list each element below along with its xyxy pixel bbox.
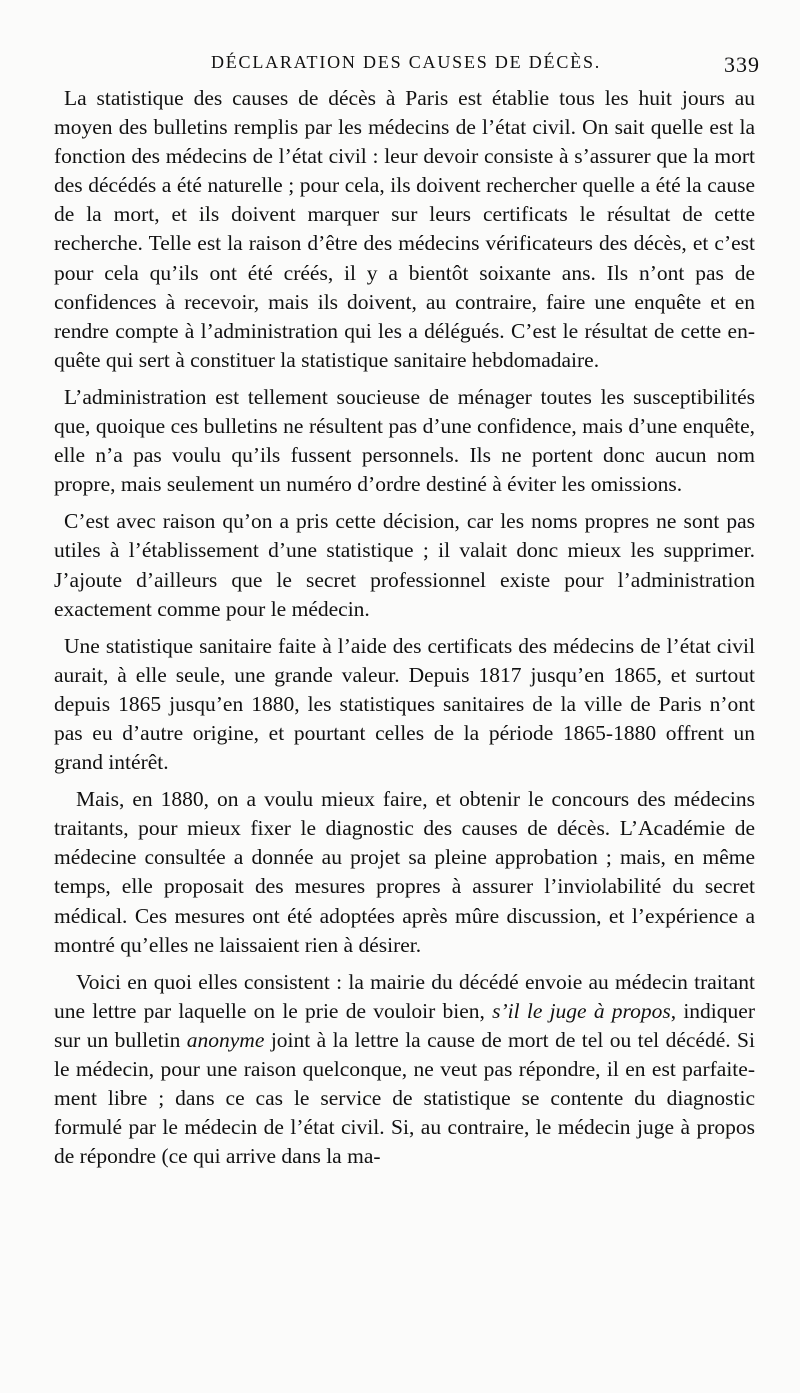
running-title: DÉCLARATION DES CAUSES DE DÉCÈS. bbox=[210, 52, 602, 72]
paragraph-3: C’est avec raison qu’on a pris cette décision, car les noms propres ne sont pas utiles à l’établissement d’une statistique ; il valait donc mieux les supprimer. J’ajoute d’ailleurs que le secret professionnel existe pour l’administration exactement comme pour le médecin. bbox=[54, 509, 755, 621]
paragraph-1: La statistique des causes de décès à Paris est établie tous les huit jours au moyen des bulletins remplis par les médecins de l’état civil. On sait quelle est la fonction des médecins de l’état civil : leur devoir consiste à s’assurer que la mort des décédés a été naturelle ; pour cela, ils doivent rechercher quelle a été la cause de la mort, et ils doivent marquer sur leurs certificats le résultat de cette recherche. Telle est la raison d’être des médecins vérificateurs des décès, et c’est pour cela qu’ils ont été créés, il y a bientôt soixante ans. Ils n’ont pas de confidences à recevoir, mais ils doivent, au contraire, faire une enquête et en rendre compte à l’administration qui les a délégués. C’est le résultat de cette enquête qui sert à constituer la statistique sanitaire hebdomadaire. bbox=[54, 86, 755, 372]
paragraph-5: Mais, en 1880, on a voulu mieux faire, et obtenir le concours des médecins traitants, pour mieux fixer le diagnostic des causes de décès. L’Académie de médecine consultée a donnée au projet sa pleine approbation ; mais, en même temps, elle proposait des mesures propres à assurer l’inviolabilité du secret médical. Ces mesures ont été adoptées après mûre discussion, et l’expérience a montré qu’elles ne laissaient rien à désirer. bbox=[54, 787, 755, 957]
paragraph-6-italic-1: s’il le juge à propos bbox=[492, 998, 671, 1023]
paragraph-6-italic-2: anonyme bbox=[186, 1027, 265, 1052]
page-number: 339 bbox=[724, 52, 760, 77]
paragraph-6-part-3: joint à la lettre la cause de mort de tel ou tel décédé. Si le médecin, pour une raison quelconque, ne veut pas répondre, il en est parfaitement libre ; dans ce cas le service de statistique se contente du diagnostic formulé par le médecin de l’état civil. Si, au contraire, le médecin juge à propos de répondre (ce qui arrive dans la ma- bbox=[54, 1027, 755, 1169]
paragraph-6-part-1: Voici en quoi elles consistent : la mairie du décédé envoie au médecin traitant une lettre par laquelle on le prie de vouloir bien, bbox=[54, 969, 755, 1023]
paragraph-4: Une statistique sanitaire faite à l’aide des certificats des médecins de l’état civil aurait, à elle seule, une grande valeur. Depuis 1817 jusqu’en 1865, et surtout depuis 1865 jusqu’en 1880, les statistiques sanitaires de la ville de Paris n’ont pas eu d’autre origine, et pourtant celles de la période 1865-1880 offrent un grand intérêt. bbox=[54, 633, 755, 775]
running-head bbox=[52, 52, 760, 82]
paragraph-6 bbox=[54, 968, 755, 1172]
paragraph-2: L’administration est tellement soucieuse de ménager toutes les susceptibilités que, quoique ces bulletins ne résultent pas d’une confidence, mais d’une enquête, elle n’a pas voulu qu’ils fussent personnels. Ils ne portent donc aucun nom propre, mais seulement un numéro d’ordre destiné à éviter les omissions. bbox=[54, 384, 755, 497]
paragraph-6-part-2: , indiquer sur un bulletin bbox=[54, 998, 755, 1052]
body-text bbox=[54, 84, 755, 1171]
